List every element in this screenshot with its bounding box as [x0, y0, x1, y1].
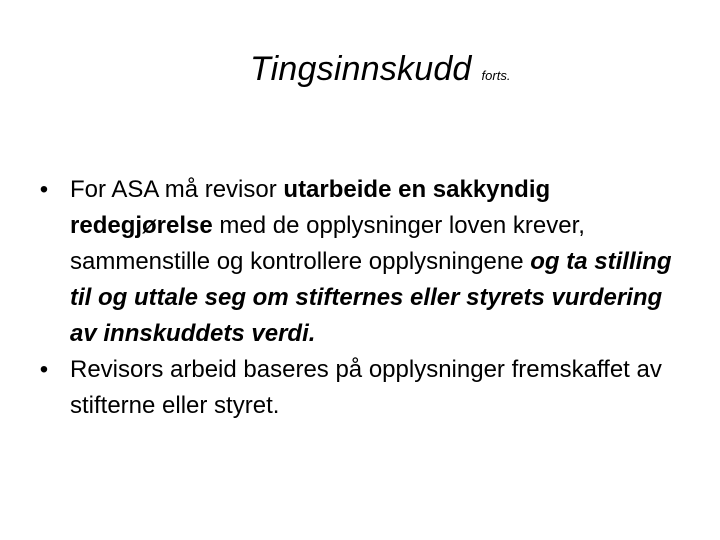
bullet-text-plain: For ASA må revisor: [70, 176, 284, 203]
bullet-text-bold-italic: og ta stilling til og uttale seg om stifternes eller styrets vurdering av innskuddets verdi.: [70, 248, 672, 347]
bullet-item: [36, 352, 686, 424]
bullet-text-plain: med de opplysninger loven krever, sammenstille og kontrollere opplysningene: [70, 212, 585, 275]
bullet-text-plain: Revisors arbeid baseres på opplysninger fremskaffet av stifterne eller styret.: [70, 356, 662, 419]
title-main: Tingsinnskudd: [250, 50, 472, 88]
title-suffix: forts.: [481, 68, 511, 83]
bullet-text-bold: utarbeide en sakkyndig redegjørelse: [70, 176, 551, 239]
bullet-icon: •: [39, 176, 49, 203]
bullet-item: [36, 172, 686, 352]
bullet-icon: •: [39, 356, 49, 383]
slide-title: [250, 50, 510, 89]
bullet-list: [36, 172, 686, 424]
